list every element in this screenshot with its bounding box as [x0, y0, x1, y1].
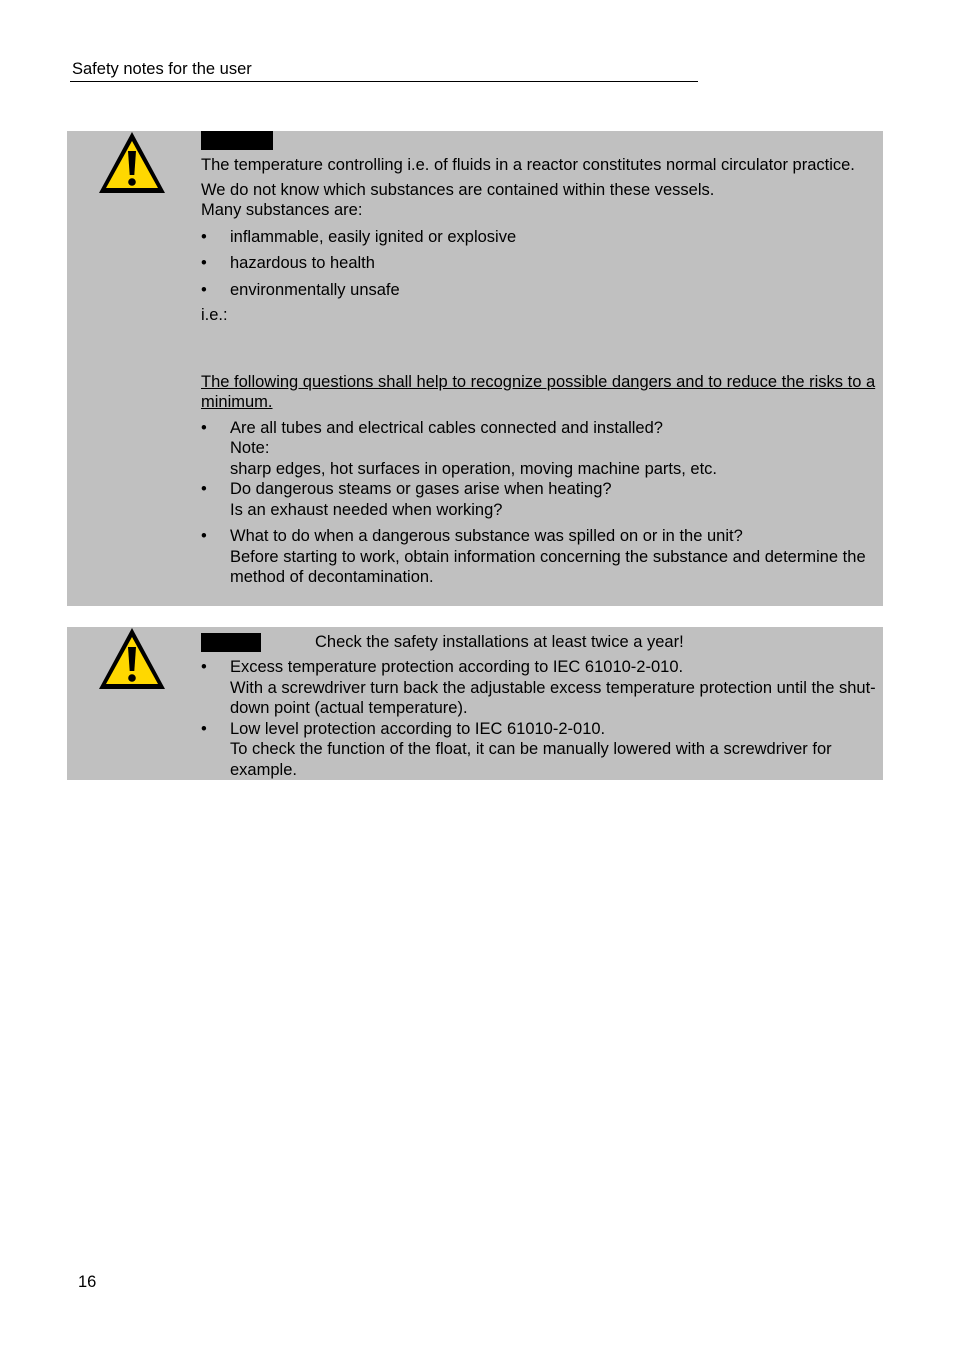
- bullet: •: [201, 658, 207, 676]
- bullet: •: [201, 280, 207, 299]
- list-item-text: environmentally unsafe: [230, 280, 400, 299]
- hazard-list: [201, 227, 879, 301]
- warning-content: [201, 131, 879, 588]
- safety-check-heading: Check the safety installations at least twice a year!: [315, 632, 684, 651]
- bullet: •: [201, 227, 207, 246]
- list-item-text: inflammable, easily ignited or explosive: [230, 227, 517, 246]
- intro-paragraph: The temperature controlling i.e. of fluids in a reactor constitutes normal circulator practice.: [201, 156, 855, 174]
- page-number: 16: [78, 1273, 97, 1291]
- bullet: •: [201, 527, 207, 545]
- list-item-text: sharp edges, hot surfaces in operation, moving machine parts, etc.: [230, 459, 718, 478]
- warning-triangle-icon: [97, 131, 167, 195]
- safety-check-list: [201, 657, 879, 780]
- intro-paragraph: We do not know which substances are contained within these vessels.: [201, 180, 715, 199]
- list-item: [201, 227, 879, 248]
- list-item-text: Are all tubes and electrical cables connected and installed?: [230, 418, 663, 437]
- list-item: [201, 253, 879, 274]
- list-item-text: Before starting to work, obtain information concerning the substance and determine the method of decontamination.: [230, 547, 866, 586]
- list-item: [201, 526, 879, 588]
- list-item-text: What to do when a dangerous substance was spilled on or in the unit?: [230, 527, 743, 545]
- list-item-text: Low level protection according to IEC 61010-2-010.: [230, 719, 606, 738]
- list-item: [201, 657, 879, 719]
- warning-box-safety-check: [67, 627, 883, 780]
- list-item-text: With a screwdriver turn back the adjustable excess temperature protection until the shut-down point (actual temperature).: [230, 678, 876, 717]
- warning-triangle-icon: [97, 627, 167, 691]
- bullet: •: [201, 254, 207, 272]
- bullet: •: [201, 719, 207, 738]
- questions-heading: The following questions shall help to recognize possible dangers and to reduce the risks to a minimum.: [201, 372, 876, 411]
- warning-box-substances: [67, 131, 883, 606]
- intro-paragraph: Many substances are:: [201, 201, 363, 219]
- page-header: [70, 59, 698, 82]
- list-item-text: Note:: [230, 439, 270, 457]
- bullet: •: [201, 480, 207, 498]
- list-item-text: Excess temperature protection according to IEC 61010-2-010.: [230, 658, 684, 676]
- list-item-text: Is an exhaust needed when working?: [230, 500, 503, 519]
- warning-heading-row: [201, 632, 879, 652]
- list-item-text: Do dangerous steams or gases arise when heating?: [230, 480, 612, 498]
- header-title: Safety notes for the user: [72, 60, 252, 78]
- bullet: •: [201, 418, 207, 437]
- list-item-text: hazardous to health: [230, 254, 375, 272]
- list-item: [201, 479, 879, 520]
- list-item: [201, 280, 879, 301]
- list-item: [201, 418, 879, 480]
- list-item-text: To check the function of the float, it can be manually lowered with a screwdriver for example.: [230, 740, 832, 779]
- warning-content: [201, 632, 879, 780]
- warning-label-bar: [201, 633, 261, 652]
- list-item: [201, 719, 879, 781]
- warning-label-bar: [201, 131, 273, 150]
- ie-label: i.e.:: [201, 306, 228, 324]
- questions-list: [201, 418, 879, 588]
